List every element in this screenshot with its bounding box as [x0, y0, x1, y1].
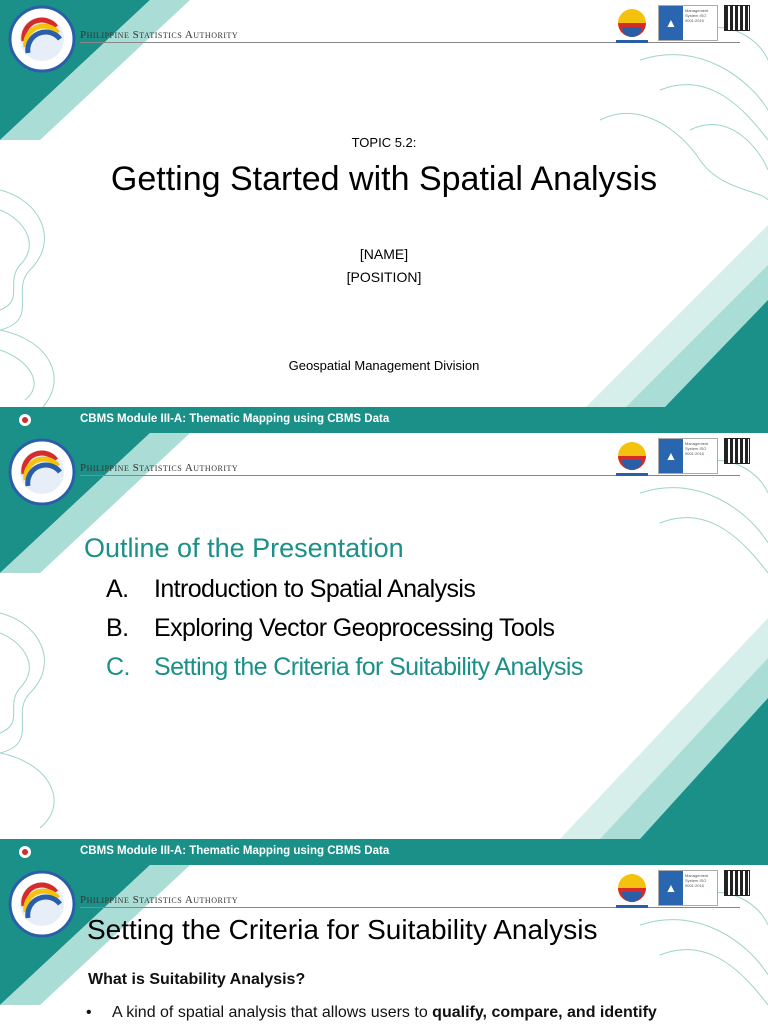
- presentation-title: Getting Started with Spatial Analysis: [110, 160, 658, 198]
- org-name: Philippine Statistics Authority: [80, 462, 239, 474]
- bagong-pilipinas-icon: [612, 438, 652, 478]
- outline-list: [106, 575, 583, 692]
- presenter-name: [NAME]: [359, 246, 409, 262]
- slide-outline: [0, 433, 768, 865]
- slide-title-heading: Setting the Criteria for Suitability Analysis: [87, 914, 598, 945]
- footer-bar: [0, 407, 768, 433]
- tuv-certification-icon: ▲ Management System ISO 9001:2015: [658, 5, 718, 41]
- bagong-pilipinas-icon: [612, 870, 652, 910]
- outline-item-text: Exploring Vector Geoprocessing Tools: [154, 614, 555, 642]
- outline-item: [106, 614, 583, 653]
- slide-title: [0, 0, 768, 433]
- psa-logo: [8, 438, 76, 506]
- tuv-certification-icon: ▲ Management System ISO 9001:2015: [658, 438, 718, 474]
- org-name: Philippine Statistics Authority: [80, 894, 239, 906]
- outline-title: Outline of the Presentation: [84, 533, 404, 563]
- psa-logo: [8, 5, 76, 73]
- division-name: Geospatial Management Division: [288, 358, 480, 373]
- presenter-position: [POSITION]: [346, 269, 422, 285]
- qr-code-icon: [724, 870, 750, 896]
- org-name: Philippine Statistics Authority: [80, 29, 239, 41]
- psa-logo: [8, 870, 76, 938]
- footer-text: CBMS Module III-A: Thematic Mapping using CBMS Data: [80, 845, 390, 857]
- qr-code-icon: [724, 438, 750, 464]
- footer-text: CBMS Module III-A: Thematic Mapping using CBMS Data: [80, 413, 390, 425]
- tuv-certification-icon: ▲ Management System ISO 9001:2015: [658, 870, 718, 906]
- qr-code-icon: [724, 5, 750, 31]
- bullet-icon: •: [86, 1004, 92, 1021]
- seal-icon: [18, 412, 32, 428]
- bagong-pilipinas-icon: [612, 5, 652, 45]
- certification-badges: [612, 438, 750, 478]
- outline-item-letter: C.: [106, 653, 130, 681]
- outline-item-letter: B.: [106, 614, 129, 642]
- outline-item-text: Setting the Criteria for Suitability Analysis: [154, 653, 583, 681]
- bullet-item: [86, 1004, 657, 1022]
- outline-item-letter: A.: [106, 575, 129, 603]
- bullet-bold-text: qualify, compare, and identify: [432, 1004, 657, 1021]
- topic-label: TOPIC 5.2:: [351, 135, 417, 150]
- section-subtitle: What is Suitability Analysis?: [88, 971, 306, 988]
- outline-item-text: Introduction to Spatial Analysis: [154, 575, 476, 603]
- seal-icon: [18, 844, 32, 860]
- certification-badges: [612, 5, 750, 45]
- bullet-text: A kind of spatial analysis that allows users to: [112, 1004, 433, 1021]
- certification-badges: [612, 870, 750, 910]
- outline-item: [106, 575, 583, 614]
- footer-bar: [0, 839, 768, 865]
- slide-suitability: [0, 865, 768, 1024]
- outline-item-current: [106, 653, 583, 692]
